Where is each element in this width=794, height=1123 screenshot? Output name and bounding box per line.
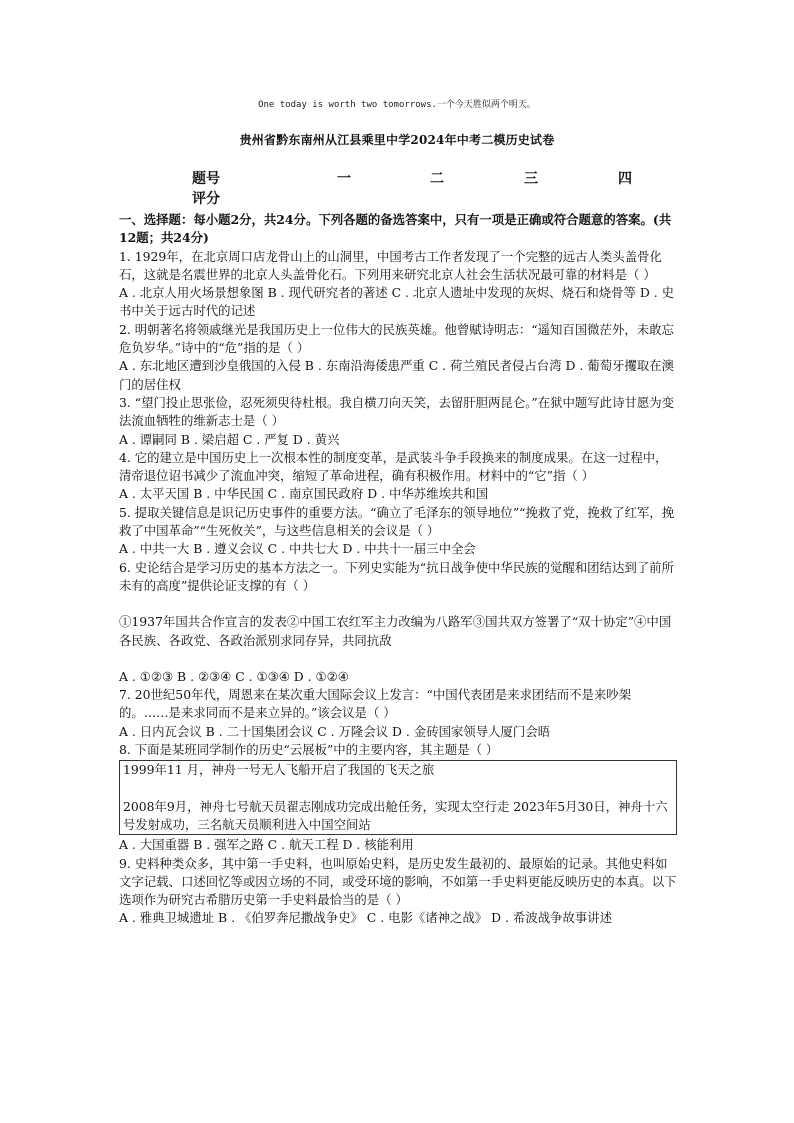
question-4-stem: 4. 它的建立是中国历史上一次根本性的制度变革，是武装斗争手段换来的制度成果。在这一过程中，清帝退位诏书减少了流血冲突，缩短了革命进程，确有积极作用。材料中的“它”指（ ） bbox=[119, 449, 668, 484]
motto: One today is worth two tomorrows.一个今天胜似两个明天。 bbox=[258, 100, 536, 110]
exhibition-board-line-1: 1999年11 月，神舟一号无人飞船开启了我国的飞天之旅 bbox=[123, 762, 435, 778]
question-6-stem: 6. 史论结合是学习历史的基本方法之一。下列史实能为“抗日战争使中华民族的觉醒和团结达到了前所未有的高度”提供论证支撑的有（ ） bbox=[119, 559, 674, 593]
question-content bbox=[119, 211, 677, 928]
spacer bbox=[123, 780, 673, 798]
score-column-1: 一 bbox=[337, 171, 351, 187]
spacer bbox=[119, 595, 677, 613]
question-2-options: A . 东北地区遭到沙皇俄国的入侵 B . 东南沿海倭患严重 C . 荷兰殖民者侵占台湾 D . 葡萄牙攫取在澳门的居住权 bbox=[119, 358, 675, 392]
exhibition-board-box bbox=[119, 760, 677, 835]
question-5-stem: 5. 提取关键信息是识记历史事件的重要方法。“确立了毛泽东的领导地位”“挽救了党，挽救了红军，挽救了中国革命”“生死攸关”，与这些信息相关的会议是（ ） bbox=[119, 504, 675, 539]
question-9-stem: 9. 史料种类众多，其中第一手史料，也叫原始史料，是历史发生最初的、最原始的记录。其他史料如文字记载、口述回忆等或因立场的不同，或受环境的影响，不如第一手史料更能反映历史的本真。以下选项作为研究古希腊历史第一手史料最恰当的是（ ） bbox=[119, 855, 677, 908]
score-column-2: 二 bbox=[430, 171, 444, 187]
section-heading: 一、选择题：每小题2分，共24分。下列各题的备选答案中，只有一项是正确或符合题意的答案。(共12题；共24分) bbox=[119, 212, 672, 246]
exhibition-board-line-2: 2008年9月，神舟七号航天员翟志刚成功完成出舱任务，实现太空行走 2023年5月30日，神舟十六号发射成功，三名航天员顺利进入中国空间站 bbox=[123, 798, 668, 832]
score-column-4: 四 bbox=[618, 171, 632, 187]
question-8-options: A . 大国重器 B . 强军之路 C . 航天工程 D . 核能利用 bbox=[119, 837, 414, 853]
question-3-options: A . 谭嗣同 B . 梁启超 C . 严复 D . 黄兴 bbox=[119, 431, 340, 447]
question-1-stem: 1. 1929年，在北京周口店龙骨山上的山洞里，中国考古工作者发现了一个完整的远古人类头盖骨化石，这就是名震世界的北京人头盖骨化石。下列用来研究北京人社会生活状况最可靠的材料是（ ） bbox=[119, 248, 662, 282]
question-6-material: ①1937年国共合作宣言的发表②中国工农红军主力改编为八路军③国共双方签署了“双十协定”④中国各民族、各政党、各政治派别求同存异，共同抗敌 bbox=[119, 614, 672, 648]
question-3-stem: 3. “望门投止思张俭，忍死须臾待杜根。我自横刀向天笑，去留肝胆两昆仑。”在狱中题写此诗甘愿为变法流血牺牲的维新志士是（ ） bbox=[119, 394, 675, 429]
question-6-options: A . ①②③ B . ②③④ C . ①③④ D . ①②④ bbox=[119, 668, 349, 684]
question-9-options: A . 雅典卫城遗址 B . 《伯罗奔尼撒战争史》 C . 电影《诸神之战》 D . 希波战争故事讲述 bbox=[119, 910, 613, 926]
question-1-options: A . 北京人用火场景想象图 B . 现代研究者的著述 C . 北京人遗址中发现的灰烬、烧石和烧骨等 D . 史书中关于远古时代的记述 bbox=[119, 285, 675, 319]
question-7-stem: 7. 20世纪50年代，周恩来在某次重大国际会议上发言：“中国代表团是来求团结而不是来吵架的。……是来求同而不是来立异的。”该会议是（ ） bbox=[119, 687, 632, 721]
spacer bbox=[119, 650, 677, 668]
question-5-options: A . 中共一大 B . 遵义会议 C . 中共七大 D . 中共十一届三中全会 bbox=[119, 541, 476, 557]
score-label-score: 评分 bbox=[192, 191, 220, 207]
page-title: 贵州省黔东南州从江县乘里中学2024年中考二模历史试卷 bbox=[239, 133, 555, 147]
question-7-options: A . 日内瓦会议 B . 二十国集团会议 C . 万隆会议 D . 金砖国家领导人厦门会晤 bbox=[119, 723, 551, 739]
score-column-3: 三 bbox=[524, 171, 538, 187]
question-8-stem: 8. 下面是某班同学制作的历史“云展板”中的主要内容，其主题是（ ） bbox=[119, 742, 499, 758]
question-4-options: A . 太平天国 B . 中华民国 C . 南京国民政府 D . 中华苏维埃共和国 bbox=[119, 486, 489, 502]
score-label-question-no: 题号 bbox=[192, 171, 220, 187]
question-2-stem: 2. 明朝著名将领戚继光是我国历史上一位伟大的民族英雄。他曾赋诗明志：“遥知百国微茫外，未敢忘危负岁华。”诗中的“危”指的是（ ） bbox=[119, 321, 674, 356]
